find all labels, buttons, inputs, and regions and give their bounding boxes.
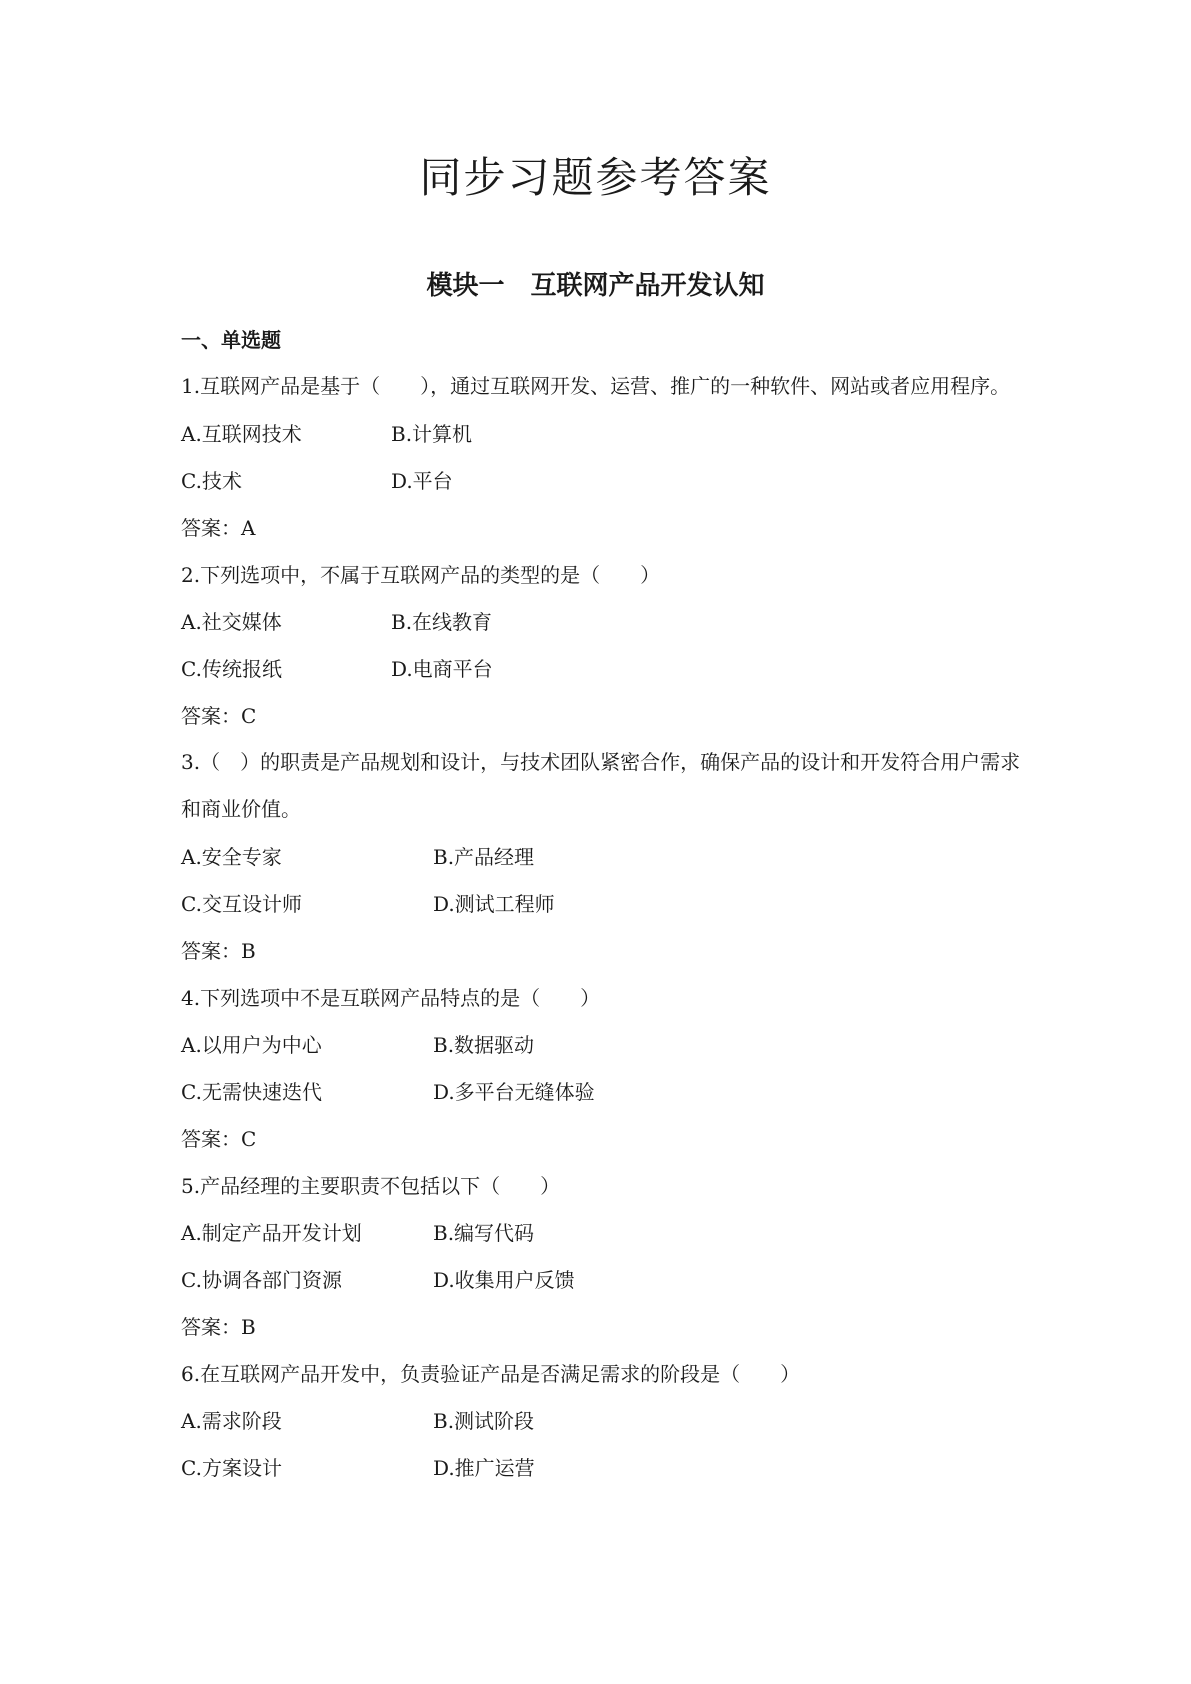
section-heading: 一、单选题 <box>181 328 281 352</box>
answer-text: 答案：C <box>181 1127 257 1151</box>
answer-text: 答案：C <box>181 704 257 728</box>
option-b: B.计算机 <box>391 422 473 446</box>
question-text: 1.互联网产品是基于（ ），通过互联网开发、运营、推广的一种软件、网站或者应用程序。 <box>181 374 1011 398</box>
option-d: D.收集用户反馈 <box>433 1268 575 1292</box>
question-4 <box>181 980 1031 1168</box>
document-body <box>181 322 1031 1497</box>
option-row <box>181 1403 1031 1450</box>
option-row <box>181 1450 1031 1497</box>
question-text: 5.产品经理的主要职责不包括以下（ ） <box>181 1174 561 1198</box>
question-text: 4.下列选项中不是互联网产品特点的是（ ） <box>181 986 601 1010</box>
option-row <box>181 1215 1031 1262</box>
option-c: C.技术 <box>181 469 242 493</box>
module-title: 模块一 互联网产品开发认知 <box>426 271 765 301</box>
option-a: A.制定产品开发计划 <box>181 1221 362 1245</box>
question-5 <box>181 1168 1031 1356</box>
option-d: D.多平台无缝体验 <box>433 1080 595 1104</box>
option-d: D.推广运营 <box>433 1456 535 1480</box>
option-a: A.社交媒体 <box>181 610 282 634</box>
question-text: 2.下列选项中，不属于互联网产品的类型的是（ ） <box>181 563 661 587</box>
option-a: A.以用户为中心 <box>181 1033 322 1057</box>
option-row <box>181 651 1031 698</box>
option-c: C.方案设计 <box>181 1456 282 1480</box>
option-d: D.测试工程师 <box>433 892 555 916</box>
question-3 <box>181 739 1031 980</box>
option-c: C.传统报纸 <box>181 657 282 681</box>
document-title: 同步习题参考答案 <box>419 153 772 202</box>
question-text: 3.（ ）的职责是产品规划和设计，与技术团队紧密合作，确保产品的设计和开发符合用户需求和商业价值。 <box>181 750 1021 821</box>
option-row <box>181 604 1031 651</box>
answer-text: 答案：A <box>181 516 256 540</box>
question-6 <box>181 1356 1031 1497</box>
option-c: C.交互设计师 <box>181 892 302 916</box>
option-c: C.无需快速迭代 <box>181 1080 322 1104</box>
answer-text: 答案：B <box>181 939 256 963</box>
option-row <box>181 1262 1031 1309</box>
option-a: A.安全专家 <box>181 845 282 869</box>
option-row <box>181 886 1031 933</box>
question-1 <box>181 363 1031 557</box>
option-row <box>181 463 1031 510</box>
question-2 <box>181 557 1031 745</box>
option-row <box>181 1027 1031 1074</box>
option-b: B.在线教育 <box>391 610 493 634</box>
option-d: D.电商平台 <box>391 657 493 681</box>
option-a: A.需求阶段 <box>181 1409 282 1433</box>
option-row <box>181 416 1031 463</box>
option-a: A.互联网技术 <box>181 422 302 446</box>
option-row <box>181 839 1031 886</box>
option-d: D.平台 <box>391 469 453 493</box>
answer-text: 答案：B <box>181 1315 256 1339</box>
option-b: B.编写代码 <box>433 1221 535 1245</box>
option-c: C.协调各部门资源 <box>181 1268 342 1292</box>
option-b: B.数据驱动 <box>433 1033 535 1057</box>
option-row <box>181 1074 1031 1121</box>
option-b: B.测试阶段 <box>433 1409 535 1433</box>
question-text: 6.在互联网产品开发中，负责验证产品是否满足需求的阶段是（ ） <box>181 1362 801 1386</box>
option-b: B.产品经理 <box>433 845 535 869</box>
